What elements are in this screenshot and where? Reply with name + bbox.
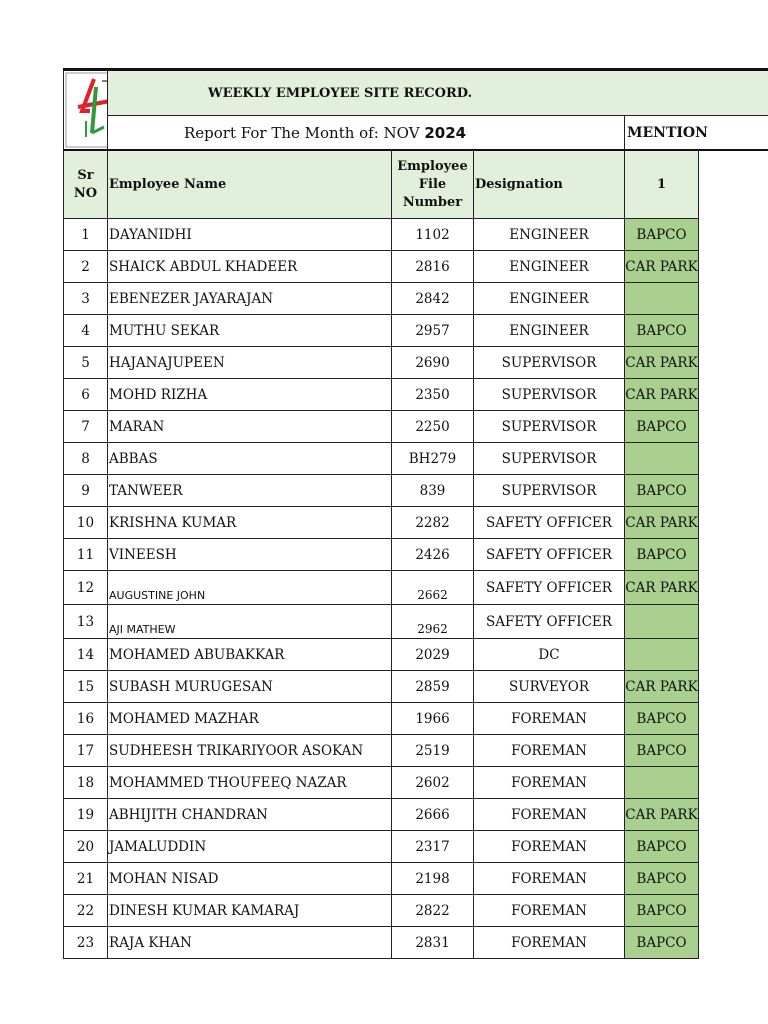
table-row [64, 443, 768, 475]
file-number-cell: BH279 [392, 443, 474, 475]
file-number-cell: 2957 [392, 315, 474, 347]
sr-no-cell: 10 [64, 507, 108, 539]
site-cell: BAPCO [625, 703, 699, 735]
blank-cell [699, 539, 768, 571]
designation-cell: FOREMAN [474, 863, 625, 895]
file-number-cell: 2029 [392, 639, 474, 671]
table-row [64, 539, 768, 571]
sr-no-cell: 4 [64, 315, 108, 347]
blank-cell [699, 347, 768, 379]
designation-cell: SUPERVISOR [474, 411, 625, 443]
designation-cell: ENGINEER [474, 283, 625, 315]
file-number-cell: 2282 [392, 507, 474, 539]
blank-cell [699, 443, 768, 475]
report-month [108, 116, 625, 151]
employee-name-cell: ABHIJITH CHANDRAN [108, 799, 392, 831]
site-cell [625, 605, 699, 639]
employee-name-cell: MOHAMMED THOUFEEQ NAZAR [108, 767, 392, 799]
site-cell [625, 443, 699, 475]
file-number-cell: 2519 [392, 735, 474, 767]
employee-name-cell: HAJANAJUPEEN [108, 347, 392, 379]
file-number-cell: 2831 [392, 927, 474, 959]
file-number-cell: 2426 [392, 539, 474, 571]
sr-no-cell: 5 [64, 347, 108, 379]
site-cell: CAR PARK [625, 379, 699, 411]
sr-no-cell: 15 [64, 671, 108, 703]
table-row [64, 347, 768, 379]
blank-cell [699, 703, 768, 735]
table-row [64, 927, 768, 959]
employee-name-cell: MUTHU SEKAR [108, 315, 392, 347]
table-row [64, 605, 768, 639]
site-cell: CAR PARK [625, 671, 699, 703]
blank-cell [699, 639, 768, 671]
employee-name-cell: RAJA KHAN [108, 927, 392, 959]
site-cell: BAPCO [625, 863, 699, 895]
table-row [64, 571, 768, 605]
table-row [64, 251, 768, 283]
blank-cell [699, 571, 768, 605]
designation-cell: SUPERVISOR [474, 347, 625, 379]
employee-name-cell: MOHAN NISAD [108, 863, 392, 895]
employee-site-record-sheet [63, 68, 768, 959]
sr-no-cell: 20 [64, 831, 108, 863]
site-cell: BAPCO [625, 315, 699, 347]
file-number-cell: 2602 [392, 767, 474, 799]
blank-cell [699, 831, 768, 863]
col-day-1: 1 [625, 150, 699, 219]
employee-name-cell: DINESH KUMAR KAMARAJ [108, 895, 392, 927]
sr-no-cell: 19 [64, 799, 108, 831]
sr-no-cell: 9 [64, 475, 108, 507]
blank-cell [699, 411, 768, 443]
table-row [64, 379, 768, 411]
col-designation: Designation [474, 150, 625, 219]
table-row [64, 767, 768, 799]
blank-cell [699, 767, 768, 799]
designation-cell: SAFETY OFFICER [474, 605, 625, 639]
blank-cell [699, 605, 768, 639]
file-number-cell: 2317 [392, 831, 474, 863]
blank-cell [699, 735, 768, 767]
site-cell: CAR PARK [625, 799, 699, 831]
file-number-cell: 2842 [392, 283, 474, 315]
file-number-cell: 1966 [392, 703, 474, 735]
site-cell [625, 639, 699, 671]
employee-name-cell: SUDHEESH TRIKARIYOOR ASOKAN [108, 735, 392, 767]
sr-no-cell: 7 [64, 411, 108, 443]
site-cell: BAPCO [625, 411, 699, 443]
sr-no-cell: 12 [64, 571, 108, 605]
employee-name-cell: EBENEZER JAYARAJAN [108, 283, 392, 315]
designation-cell: SAFETY OFFICER [474, 539, 625, 571]
designation-cell: FOREMAN [474, 831, 625, 863]
employee-name-cell: AJI MATHEW [108, 605, 392, 639]
sr-no-cell: 16 [64, 703, 108, 735]
table-header-row [64, 150, 768, 219]
sr-no-cell: 21 [64, 863, 108, 895]
file-number-cell: 2250 [392, 411, 474, 443]
sr-no-cell: 18 [64, 767, 108, 799]
file-number-cell: 839 [392, 475, 474, 507]
designation-cell: SUPERVISOR [474, 379, 625, 411]
sr-no-cell: 1 [64, 219, 108, 251]
site-cell: CAR PARK [625, 347, 699, 379]
file-number-cell: 2662 [392, 571, 474, 605]
designation-cell: DC [474, 639, 625, 671]
site-cell [625, 283, 699, 315]
file-number-cell: 2690 [392, 347, 474, 379]
table-row [64, 703, 768, 735]
col-employee-name: Employee Name [108, 150, 392, 219]
file-number-cell: 2666 [392, 799, 474, 831]
sr-no-cell: 8 [64, 443, 108, 475]
site-cell: CAR PARK [625, 251, 699, 283]
table-row [64, 475, 768, 507]
sr-no-cell: 11 [64, 539, 108, 571]
report-year: 2024 [424, 123, 467, 142]
table-row [64, 639, 768, 671]
record-table [63, 68, 768, 959]
blank-cell [699, 283, 768, 315]
file-number-cell: 2350 [392, 379, 474, 411]
page-title: WEEKLY EMPLOYEE SITE RECORD. [108, 70, 768, 116]
sr-no-cell: 23 [64, 927, 108, 959]
sr-no-cell: 13 [64, 605, 108, 639]
sr-no-cell: 2 [64, 251, 108, 283]
file-number-cell: 2962 [392, 605, 474, 639]
designation-cell: FOREMAN [474, 767, 625, 799]
table-row [64, 831, 768, 863]
table-row [64, 411, 768, 443]
designation-cell: ENGINEER [474, 315, 625, 347]
table-row [64, 219, 768, 251]
table-row [64, 507, 768, 539]
employee-name-cell: DAYANIDHI [108, 219, 392, 251]
designation-cell: ENGINEER [474, 219, 625, 251]
blank-cell [699, 379, 768, 411]
designation-cell: FOREMAN [474, 703, 625, 735]
file-number-cell: 2198 [392, 863, 474, 895]
employee-name-cell: SHAICK ABDUL KHADEER [108, 251, 392, 283]
site-cell: BAPCO [625, 735, 699, 767]
sr-no-cell: 14 [64, 639, 108, 671]
site-cell: BAPCO [625, 539, 699, 571]
blank-cell [699, 507, 768, 539]
employee-name-cell: MOHAMED ABUBAKKAR [108, 639, 392, 671]
site-cell: BAPCO [625, 475, 699, 507]
blank-cell [699, 863, 768, 895]
designation-cell: FOREMAN [474, 735, 625, 767]
blank-cell [699, 475, 768, 507]
file-number-cell: 2816 [392, 251, 474, 283]
table-row [64, 895, 768, 927]
table-row [64, 799, 768, 831]
site-cell: BAPCO [625, 927, 699, 959]
blank-cell [699, 799, 768, 831]
designation-cell: SUPERVISOR [474, 443, 625, 475]
file-number-cell: 2822 [392, 895, 474, 927]
sr-no-cell: 6 [64, 379, 108, 411]
designation-cell: SAFETY OFFICER [474, 507, 625, 539]
employee-name-cell: KRISHNA KUMAR [108, 507, 392, 539]
site-cell: CAR PARK [625, 507, 699, 539]
designation-cell: SURVEYOR [474, 671, 625, 703]
table-row [64, 863, 768, 895]
table-row [64, 671, 768, 703]
designation-cell: FOREMAN [474, 799, 625, 831]
company-logo [64, 70, 108, 151]
file-number-cell: 1102 [392, 219, 474, 251]
table-row [64, 315, 768, 347]
sr-no-cell: 17 [64, 735, 108, 767]
site-cell: BAPCO [625, 895, 699, 927]
employee-name-cell: SUBASH MURUGESAN [108, 671, 392, 703]
designation-cell: FOREMAN [474, 895, 625, 927]
col-sr-no: Sr NO [64, 150, 108, 219]
site-cell [625, 767, 699, 799]
employee-name-cell: AUGUSTINE JOHN [108, 571, 392, 605]
blank-cell [699, 219, 768, 251]
blank-cell [699, 927, 768, 959]
site-cell: BAPCO [625, 219, 699, 251]
table-row [64, 283, 768, 315]
employee-name-cell: MOHD RIZHA [108, 379, 392, 411]
designation-cell: ENGINEER [474, 251, 625, 283]
blank-cell [699, 671, 768, 703]
employee-name-cell: VINEESH [108, 539, 392, 571]
file-number-cell: 2859 [392, 671, 474, 703]
blank-cell [699, 251, 768, 283]
site-cell: BAPCO [625, 831, 699, 863]
employee-name-cell: JAMALUDDIN [108, 831, 392, 863]
month-label: Report For The Month of: NOV [184, 123, 420, 142]
col-file-number: Employee File Number [392, 150, 474, 219]
designation-cell: SAFETY OFFICER [474, 571, 625, 605]
sr-no-cell: 22 [64, 895, 108, 927]
employee-name-cell: TANWEER [108, 475, 392, 507]
blank-cell [699, 315, 768, 347]
blank-cell [699, 895, 768, 927]
table-row [64, 735, 768, 767]
mention-header: MENTION [625, 116, 768, 151]
designation-cell: FOREMAN [474, 927, 625, 959]
employee-name-cell: ABBAS [108, 443, 392, 475]
employee-name-cell: MOHAMED MAZHAR [108, 703, 392, 735]
designation-cell: SUPERVISOR [474, 475, 625, 507]
sr-no-cell: 3 [64, 283, 108, 315]
site-cell: CAR PARK [625, 571, 699, 605]
company-logo-icon [64, 71, 108, 149]
employee-name-cell: MARAN [108, 411, 392, 443]
